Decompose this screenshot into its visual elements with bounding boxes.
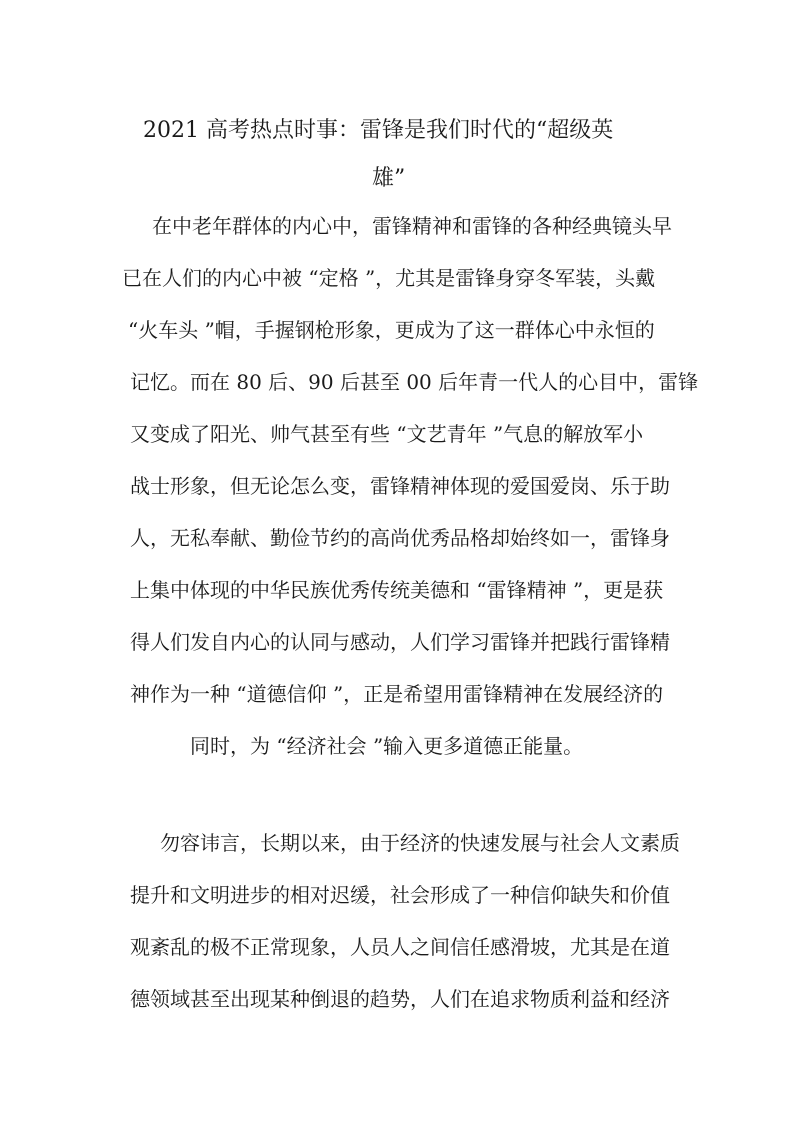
paragraph-2-line: 勿容讳言，长期以来，由于经济的快速发展与社会人文素质 <box>160 831 680 855</box>
paragraph-2-line: 观紊乱的极不正常现象，人员人之间信任感滑坡，尤其是在道 <box>130 935 670 959</box>
paragraph-1-line: 得人们发自内心的认同与感动，人们学习雷锋并把践行雷锋精 <box>130 630 670 654</box>
paragraph-1-line: 战士形象，但无论怎么变，雷锋精神体现的爱国爱岗、乐于助 <box>130 474 670 498</box>
document-title-line-1: 2021 高考热点时事：雷锋是我们时代的“超级英 <box>143 118 614 143</box>
paragraph-1-line: 已在人们的内心中被 “定格 ”，尤其是雷锋身穿冬军装，头戴 <box>122 266 656 290</box>
paragraph-1-line: 在中老年群体的内心中，雷锋精神和雷锋的各种经典镜头早 <box>152 214 672 238</box>
paragraph-1-line: 记忆。而在 80 后、90 后甚至 00 后年青一代人的心目中，雷锋 <box>130 370 699 394</box>
paragraph-2-line: 提升和文明进步的相对迟缓，社会形成了一种信仰缺失和价值 <box>130 883 670 907</box>
paragraph-2-line: 德领域甚至出现某种倒退的趋势，人们在追求物质利益和经济 <box>130 987 670 1011</box>
paragraph-1-line: 同时，为 “经济社会 ”输入更多道德正能量。 <box>190 734 584 758</box>
paragraph-1-line: 神作为一种 “道德信仰 ”，正是希望用雷锋精神在发展经济的 <box>130 682 664 706</box>
paragraph-1-line: “火车头 ”帽，手握钢枪形象，更成为了这一群体心中永恒的 <box>128 318 655 342</box>
paragraph-1-line: 人，无私奉献、勤俭节约的高尚优秀品格却始终如一，雷锋身 <box>130 526 670 550</box>
document-title-line-2: 雄” <box>372 166 406 191</box>
paragraph-1-line: 上集中体现的中华民族优秀传统美德和 “雷锋精神 ”，更是获 <box>130 578 664 602</box>
paragraph-1-line: 又变成了阳光、帅气甚至有些 “文艺青年 ”气息的解放军小 <box>130 422 644 446</box>
